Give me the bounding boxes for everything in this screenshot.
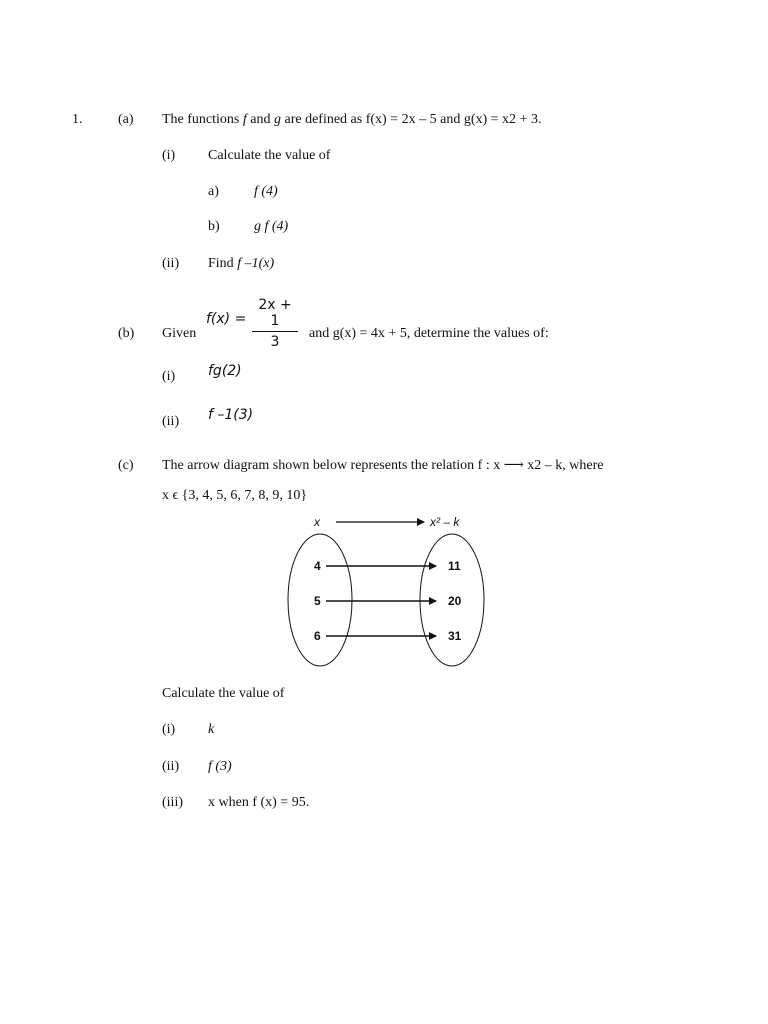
codomain-label: x² – k <box>430 515 460 529</box>
part-c-line1: The arrow diagram shown below represents the relation f : x ⟶ x2 – k, where <box>162 458 604 473</box>
part-a-label: (a) <box>118 112 134 127</box>
fraction-denominator: 3 <box>270 334 280 350</box>
part-c-line2: x ϵ {3, 4, 5, 6, 7, 8, 9, 10} <box>162 488 308 503</box>
part-b-i-label: (i) <box>162 369 176 384</box>
part-a-b-expr: g f (4) <box>254 219 289 234</box>
part-b-ii-expr: f –1(3) <box>208 407 254 423</box>
output-31: 31 <box>448 629 462 643</box>
question-number: 1. <box>72 112 83 127</box>
part-b-label: (b) <box>118 326 135 341</box>
fraction-bar <box>252 331 298 332</box>
part-c-ii-label: (ii) <box>162 759 180 774</box>
part-c-label: (c) <box>118 458 134 473</box>
input-4: 4 <box>314 559 321 573</box>
part-b-ii-label: (ii) <box>162 414 180 429</box>
part-c-iii-expr: x when f (x) = 95. <box>208 795 310 810</box>
part-a-i-text: Calculate the value of <box>208 148 331 163</box>
part-b-fraction <box>252 297 298 350</box>
part-c-calc: Calculate the value of <box>162 686 285 701</box>
part-b-f-lhs: f(x) = <box>206 311 247 327</box>
output-20: 20 <box>448 594 462 608</box>
part-b-given: Given <box>162 326 197 341</box>
domain-label: x <box>314 515 320 529</box>
part-a-a-label: a) <box>208 184 219 199</box>
input-6: 6 <box>314 629 321 643</box>
part-a-ii-label: (ii) <box>162 256 180 271</box>
part-c-i-label: (i) <box>162 722 176 737</box>
part-a-b-label: b) <box>208 219 220 234</box>
input-5: 5 <box>314 594 321 608</box>
fraction-numerator: 2x + 1 <box>258 297 292 329</box>
part-c-ii-expr: f (3) <box>208 759 232 774</box>
arrow-diagram <box>280 508 500 670</box>
part-a-ii-text: Find f –1(x) <box>208 256 275 271</box>
part-c-i-expr: k <box>208 722 215 737</box>
part-b-rest: and g(x) = 4x + 5, determine the values of: <box>309 326 549 341</box>
part-a-intro: The functions f and g are defined as f(x) = 2x – 5 and g(x) = x2 + 3. <box>162 112 542 127</box>
part-a-a-expr: f (4) <box>254 184 278 199</box>
output-11: 11 <box>448 559 461 573</box>
part-a-i-label: (i) <box>162 148 176 163</box>
part-c-iii-label: (iii) <box>162 795 183 810</box>
part-b-i-expr: fg(2) <box>208 363 242 379</box>
